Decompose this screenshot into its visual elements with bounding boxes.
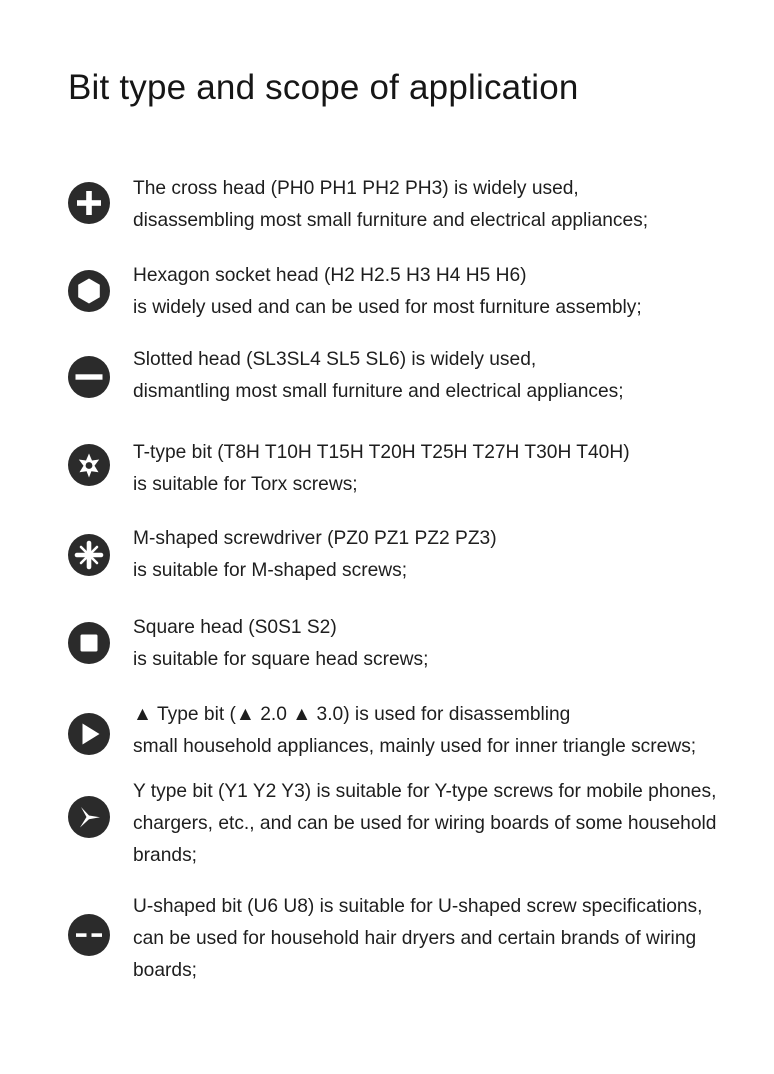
bit-item-description [133, 612, 763, 676]
description-line: The cross head (PH0 PH1 PH2 PH3) is widely used, [133, 178, 579, 199]
pozidriv-bit-icon [68, 534, 110, 576]
description-line: Square head (S0S1 S2) [133, 617, 337, 638]
u-shaped-bit-icon [68, 914, 110, 956]
description-line: boards; [133, 960, 197, 981]
torx-bit-icon [68, 444, 110, 486]
description-line: brands; [133, 845, 197, 866]
square-head-icon [68, 622, 110, 664]
description-line: dismantling most small furniture and electrical appliances; [133, 381, 624, 402]
description-line: is suitable for square head screws; [133, 649, 429, 670]
description-line: U-shaped bit (U6 U8) is suitable for U-shaped screw specifications, [133, 896, 703, 917]
page-title: Bit type and scope of application [68, 68, 579, 107]
slotted-head-icon [68, 356, 110, 398]
bit-item-description [133, 173, 763, 237]
description-line: Y type bit (Y1 Y2 Y3) is suitable for Y-type screws for mobile phones, [133, 781, 717, 802]
description-line: is suitable for Torx screws; [133, 474, 358, 495]
description-line: T-type bit (T8H T10H T15H T20H T25H T27H T30H T40H) [133, 442, 630, 463]
description-line: Hexagon socket head (H2 H2.5 H3 H4 H5 H6) [133, 265, 527, 286]
bit-item-description [133, 260, 763, 324]
triangle-bit-icon [68, 713, 110, 755]
bit-item-description [133, 891, 763, 987]
description-line: is suitable for M-shaped screws; [133, 560, 408, 581]
description-line: is widely used and can be used for most furniture assembly; [133, 297, 642, 318]
description-line: small household appliances, mainly used for inner triangle screws; [133, 736, 697, 757]
hexagon-socket-icon [68, 270, 110, 312]
description-line: Slotted head (SL3SL4 SL5 SL6) is widely used, [133, 349, 537, 370]
description-line: can be used for household hair dryers and certain brands of wiring [133, 928, 697, 949]
description-line: ▲ Type bit (▲ 2.0 ▲ 3.0) is used for disassembling [133, 704, 571, 725]
bit-item-description [133, 523, 763, 587]
bit-item-description [133, 344, 763, 408]
description-line: chargers, etc., and can be used for wiring boards of some household [133, 813, 717, 834]
bit-item-description [133, 699, 763, 763]
y-type-bit-icon [68, 796, 110, 838]
bit-item-description [133, 776, 763, 872]
description-line: M-shaped screwdriver (PZ0 PZ1 PZ2 PZ3) [133, 528, 497, 549]
cross-head-icon [68, 182, 110, 224]
bit-item-description [133, 437, 763, 501]
description-line: disassembling most small furniture and electrical appliances; [133, 210, 649, 231]
